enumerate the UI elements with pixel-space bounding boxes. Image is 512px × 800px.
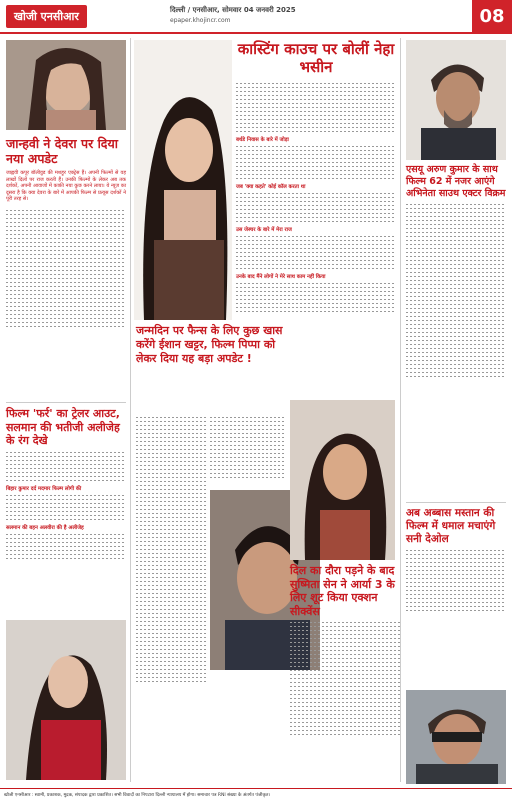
- sunny-article: [406, 502, 506, 614]
- page-number: 08: [472, 0, 512, 34]
- arun-article: [406, 164, 506, 380]
- sunny-headline: अब अब्बास मस्तान की फिल्म में धमाल मचाएंगे सनी देओल: [406, 507, 496, 545]
- column-rule: [400, 38, 401, 782]
- fir-article: [6, 402, 126, 562]
- fir-body: [6, 452, 126, 481]
- neha-body: [236, 80, 396, 315]
- epaper-url: epaper.khojincr.com: [170, 17, 231, 24]
- neha-subhead-1: बर्थडे निवास के बारे में जोड़ा: [236, 137, 289, 143]
- sushmita-headline: दिल का दौरा पड़ने के बाद सुष्मिता सेन ने आर्या 3 के लिए शूट किया एक्शन सीक्वेंस: [290, 564, 395, 618]
- masthead: [0, 0, 512, 34]
- neha-subhead-3: उस जेस्चर के बारे में मेरा राज: [236, 227, 292, 233]
- footer-imprint: खोजी एनसीआर : स्वामी, प्रकाशक, मुद्रक, संपादक द्वारा प्रकाशित। सभी विवादों का निपटारा दिल्ली न्यायालय में होगा। समाचार पत्र RNI संख्या के अंतर्गत पंजीकृत।: [0, 788, 512, 800]
- neha-headline-box: [236, 40, 396, 76]
- fir-subhead-1: बिहार कुमार दर्द मदमार फिल्म लोगी की: [6, 485, 82, 492]
- janhvi-lead: जाह्नवी कपूर बॉलीवुड की मशहूर एक्ट्रेस हैं। अपनी फिल्मों से वह लाखों दिलों पर राज करती हैं। उनकी फिल्मों के लेकर अब तक दर्शकों, अपनी आवाजों में काफ़ी नया कुछ करने लाया। ये न्यूज़ का दूसरा है कि क्या देवरा के बारे में आपकी फिल्म से प्रत्यूस दर्शकों ने पूरी तरह से।: [6, 170, 126, 203]
- ishaan-body-col2: [210, 414, 286, 481]
- neha-subhead-4: उनके बाद मैंने लोगों ने मेरे साथ काम नहीं किया: [236, 274, 326, 280]
- masthead-brand: खोजी एनसीआर: [6, 5, 87, 28]
- janhvi-photo: [6, 40, 126, 130]
- janhvi-article: [6, 136, 126, 355]
- sushmita-photo: [290, 400, 395, 560]
- ishaan-headline: जन्मदिन पर फैन्स के लिए कुछ खास करेंगे ईशान खट्टर, फिल्म पिप्पा को लेकर दिया यह बड़ा अपडेट !: [136, 324, 283, 365]
- ishaan-body-col1: [136, 414, 206, 685]
- neha-photo: [134, 40, 232, 320]
- janhvi-body: [6, 207, 126, 355]
- neha-headline: कास्टिंग काउच पर बोलीं नेहा भसीन: [237, 40, 395, 76]
- column-rule: [130, 38, 131, 782]
- alizeh-photo: [6, 620, 126, 780]
- neha-subhead-2: जब 'क्या कहते' कोई कॉल करता था: [236, 184, 306, 190]
- sunny-photo: [406, 690, 506, 784]
- sushmita-article: [290, 564, 400, 738]
- fir-headline: फिल्म 'फर्र' का ट्रेलर आउट, सलमान की भतीजी अलीजेह के रंग देखे: [6, 407, 120, 447]
- fir-subhead-2: सलमान की बहन अलवीरा की है अलीजेह: [6, 524, 84, 531]
- arun-headline: एसयू अरुण कुमार के साथ फिल्म 62 में नजर आएंगे अभिनेता साउथ एक्टर विक्रम: [406, 164, 506, 199]
- ishaan-headline-box: [136, 324, 286, 366]
- janhvi-headline: जान्हवी ने देवरा पर दिया नया अपडेट: [6, 136, 118, 166]
- vikram-photo: [406, 40, 506, 160]
- dateline: दिल्ली / एनसीआर, सोमवार 04 जनवरी 2025: [170, 6, 296, 14]
